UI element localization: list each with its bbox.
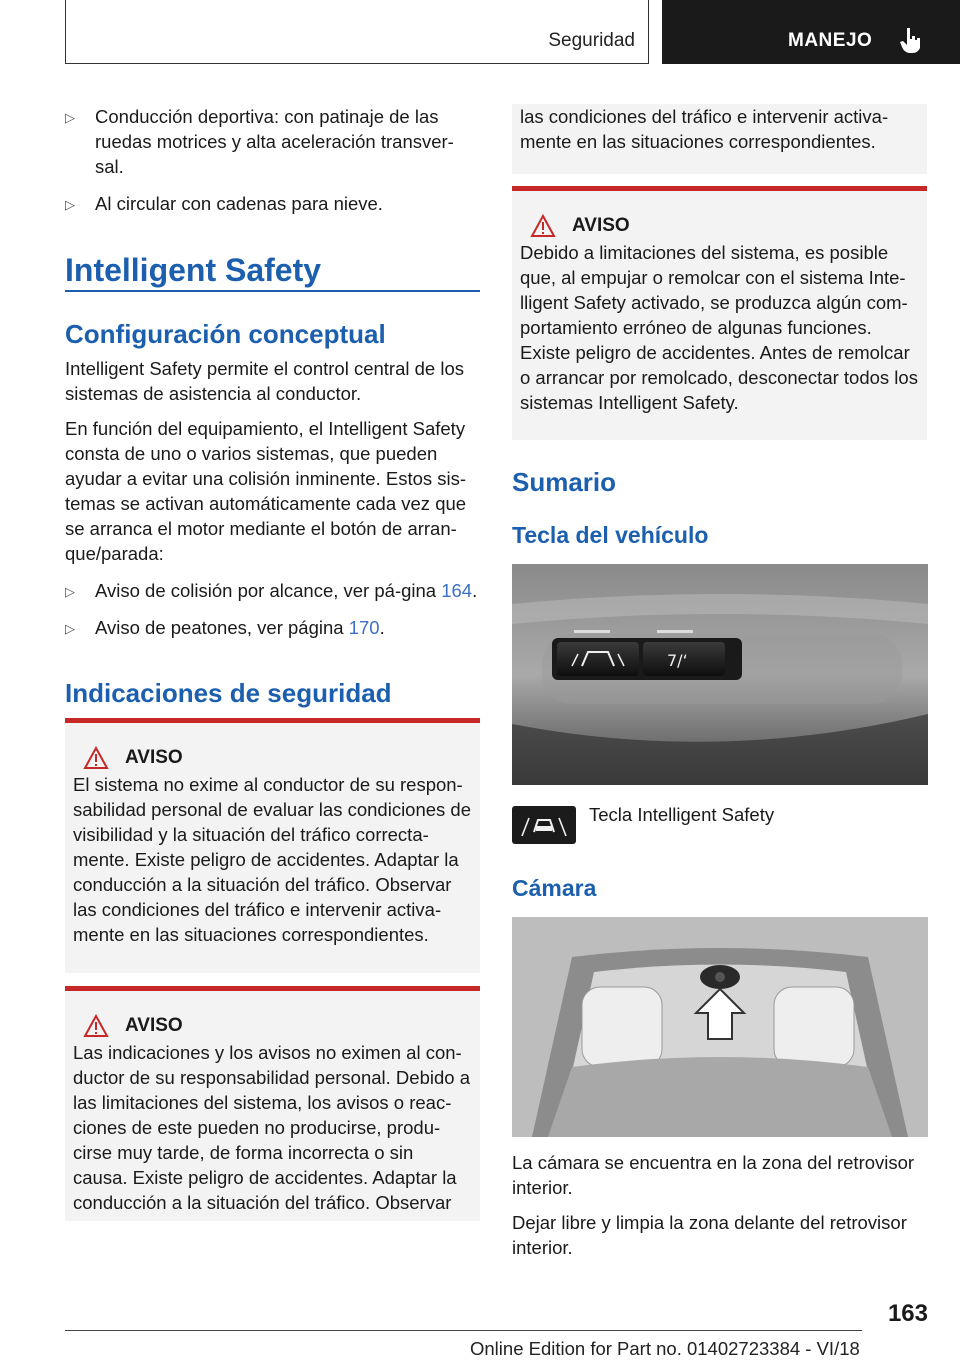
page-link-170[interactable]: 170: [348, 617, 380, 638]
left-column: [65, 104, 480, 228]
footer-edition: Online Edition for Part no. 01402723384 - VI/18: [470, 1338, 860, 1359]
key-caption: Tecla Intelligent Safety: [589, 804, 775, 825]
title-underline: [65, 290, 480, 292]
heading-indicaciones: Indicaciones de seguridad: [65, 678, 392, 708]
warning-title: AVISO: [125, 1015, 183, 1036]
heading-camara: Cámara: [512, 875, 597, 901]
triangle-bullet-icon: ▷: [65, 584, 75, 599]
svg-text:7/‘: 7/‘: [667, 651, 688, 670]
page-link-164[interactable]: 164: [441, 580, 473, 601]
steering-hand-icon: [898, 26, 924, 54]
heading-configuracion: Configuración conceptual: [65, 319, 386, 349]
header-chapter-label: MANEJO: [788, 30, 873, 51]
footer-rule: [65, 1330, 862, 1331]
header-section-title: Seguridad: [548, 30, 635, 51]
concept-paragraph-1: Intelligent Safety permite el control central de los sistemas de asistencia al conductor.: [65, 358, 464, 404]
warning-box-1: [65, 718, 480, 973]
warning-box-2: [65, 986, 480, 1221]
list-item: ▷ Aviso de peatones, ver página 170.: [65, 615, 480, 640]
warning-triangle-icon: [83, 1014, 109, 1038]
warning-text: Las indicaciones y los avisos no eximen al con-ductor de su responsabilidad personal. Debido a las limitaciones del sistema, los avisos o reac-ciones de este pueden no producirse, produ-cirse muy tarde, de forma incorrecta o sin causa. Existe peligro de accidentes. Adaptar la conducción a la situación del tráfico. Observar: [73, 1042, 470, 1213]
warning-triangle-icon: [83, 746, 109, 770]
warning-box-3: [512, 186, 927, 440]
warning-text: las condiciones del tráfico e intervenir activa-mente en las situaciones correspondientes.: [520, 106, 889, 152]
button-panel-illustration: [512, 564, 928, 785]
triangle-bullet-icon: ▷: [65, 110, 75, 125]
heading-tecla: Tecla del vehículo: [512, 522, 709, 548]
rear-window-illustration: [512, 917, 928, 1137]
warning-triangle-icon: [530, 214, 556, 238]
warning-text: El sistema no exime al conductor de su respon-sabilidad personal de evaluar las condiciones de visibilidad y la situación del tráfico correcta-mente. Existe peligro de accidentes. Adaptar la conducción a la situación del tráfico. Observar las condiciones del tráfico e intervenir activa-mente en las situaciones correspondientes.: [73, 774, 472, 945]
warning-continuation: [512, 104, 927, 174]
camera-paragraph-1: La cámara se encuentra en la zona del retrovisor interior.: [512, 1152, 915, 1198]
concept-paragraph-2: En función del equipamiento, el Intelligent Safety consta de uno o varios sistemas, que pueden ayudar a evitar una colisión inminente. Estos sis-temas se activan automáticamente cada vez que se arranca el motor mediante el botón de arran-que/parada:: [65, 418, 467, 564]
list-item: ▷ Conducción deportiva: con patinaje de las ruedas motrices y alta aceleración transver-sal.: [65, 106, 454, 177]
triangle-bullet-icon: ▷: [65, 621, 75, 636]
list-item: ▷ Aviso de colisión por alcance, ver pá-gina 164.: [65, 578, 480, 603]
header-chapter-tab[interactable]: [662, 0, 960, 64]
intelligent-safety-key-icon: [512, 806, 576, 844]
warning-title: AVISO: [125, 747, 183, 768]
page-number: 163: [887, 1300, 928, 1327]
warning-title: AVISO: [572, 215, 630, 236]
car-distance-icon: [512, 806, 576, 844]
camera-body: [512, 1150, 932, 1270]
list-item: ▷ Al circular con cadenas para nieve.: [65, 191, 480, 216]
camera-location-photo: [512, 917, 928, 1137]
heading-sumario: Sumario: [512, 467, 617, 497]
section-title-intelligent-safety: Intelligent Safety: [65, 252, 322, 288]
camera-paragraph-2: Dejar libre y limpia la zona delante del retrovisor interior.: [512, 1212, 907, 1258]
triangle-bullet-icon: ▷: [65, 197, 75, 212]
concept-body: [65, 356, 480, 652]
vehicle-button-photo: [512, 564, 928, 785]
warning-text: Debido a limitaciones del sistema, es posible que, al empujar o remolcar con el sistema Inte-lligent Safety activado, se produzca algún com-portamiento erróneo de algunas funciones. Existe peligro de accidentes. Antes de remolcar o arrancar por remolcado, desconectar todos los sistemas Intelligent Safety.: [520, 242, 918, 413]
